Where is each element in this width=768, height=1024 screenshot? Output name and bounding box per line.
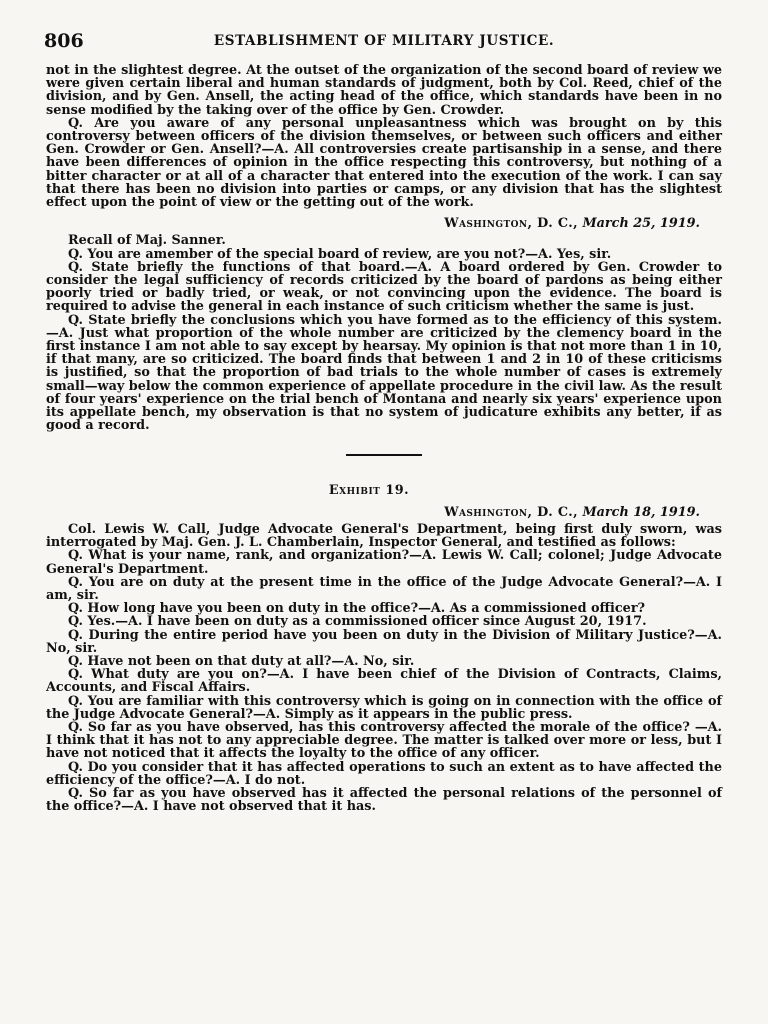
exhibit-title: Exhibit 19. [328,483,410,499]
paragraph: Q. Are you aware of any personal unpleasantness which was brought on by this controversy between officers of the division themselves, or between such officers and either Gen. Crowder or Gen. Ansell?—A. All controversies create partisanship in a sense, and there have been differences of opinion in the office respecting this controversy, but nothing of a bitter character or at all of a character that entered into the execution of the work. I can say that there has been no division into parties or camps, or any division that has the slightest effect upon the point of view or the getting out of the work. [46,115,722,211]
paragraph: Recall of Maj. Sanner. [68,233,226,249]
page-header [44,30,724,54]
page-number: 806 [44,30,84,52]
paragraph: Q. During the entire period have you been on duty in the Division of Military Justice?—A. No, sir. [46,627,722,656]
paragraph: Q. What is your name, rank, and organization?—A. Lewis W. Call; colonel; Judge Advocate General's Department. [46,548,722,577]
dateline-date: March 25, 1919. [582,216,700,232]
paragraph: not in the slightest degree. At the outset of the organization of the second board of review we were given certain liberal and human standards of judgment, both by Col. Reed, chief of the division, and by Gen. Ansell, the acting head of the office, which standards have been in no sense modified by the taking over of the office by Gen. Crowder. [46,63,722,118]
running-head: ESTABLISHMENT OF MILITARY JUSTICE. [213,33,555,49]
paragraph: Q. So far as you have observed, has this controversy affected the morale of the office? —A. I think that it has not to any appreciable degree. The matter is talked over more or less, but I have not noticed that it affects the loyalty to the office of any officer. [46,719,722,762]
section-divider [346,454,422,456]
document-body [46,64,722,813]
paragraph: Q. How long have you been on duty in the office?—A. As a commissioned officer? [68,601,646,617]
paragraph: Q. State briefly the functions of that board.—A. A board ordered by Gen. Crowder to consider the legal sufficiency of records criticized by the board of pardons as being either poorly tried or badly tried, or weak, or not convincing upon the evidence. The board is required to advise the general in each instance of such criticism whether the same is just. [46,259,722,315]
paragraph: Q. What duty are you on?—A. I have been chief of the Division of Contracts, Claims, Accounts, and Fiscal Affairs. [46,667,722,696]
paragraph: Q. Yes.—A. I have been on duty as a commissioned officer since August 20, 1917. [68,614,647,630]
paragraph: Q. You are on duty at the present time in the office of the Judge Advocate General?—A. I am, sir. [46,574,722,603]
paragraph: Q. You are amember of the special board of review, are you not?—A. Yes, sir. [68,246,612,262]
dateline [46,217,722,230]
dateline-place: Washington, D. C., [444,216,578,232]
dateline-place: Washington, D. C., [444,504,578,520]
paragraph: Q. So far as you have observed has it affected the personal relations of the personnel of the office?—A. I have not observed that it has. [46,785,722,815]
paragraph: Q. Have not been on that duty at all?—A. No, sir. [68,653,415,669]
dateline-date: March 18, 1919. [582,504,700,520]
dateline [46,506,722,519]
paragraph: Q. Do you consider that it has affected operations to such an extent as to have affected the efficiency of the office?—A. I do not. [46,759,722,788]
paragraph: Q. State briefly the conclusions which you have formed as to the efficiency of this system.—A. Just what proportion of the whole number are criticized by the clemency board in the first instance I am not able to say except by hearsay. My opinion is that not more than 1 in 10, if that many, are so criticized. The board finds that between 1 and 2 in 10 of these criticisms is justified, so that the proportion of bad trials to the whole number of cases is extremely small—way below the common experience of appellate procedure in the civil law. As the result of four years' experience on the trial bench of Montana and nearly six years' experience upon its appellate bench, my observation is that no system of judicature exhibits any better, if as good a record. [46,312,722,434]
paragraph: Q. You are familiar with this controversy which is going on in connection with the office of the Judge Advocate General?—A. Simply as it appears in the public press. [46,693,722,722]
paragraph: Col. Lewis W. Call, Judge Advocate General's Department, being first duly sworn, was interrogated by Maj. Gen. J. L. Chamberlain, Inspector General, and testified as follows: [46,521,722,551]
